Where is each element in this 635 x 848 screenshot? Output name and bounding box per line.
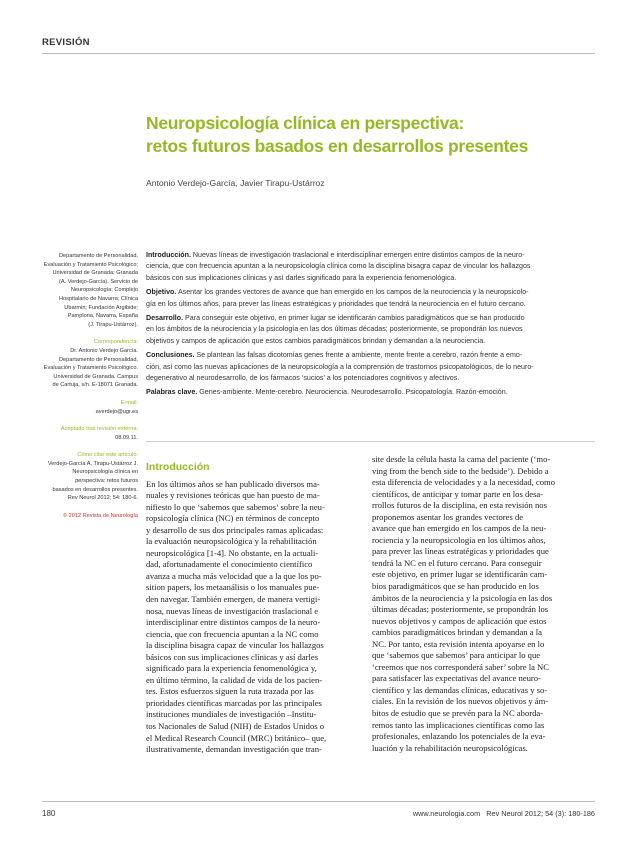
citation-line: basados en desarrollos presentes. bbox=[52, 486, 138, 493]
desarrollo-text: Para conseguir este objetivo, en primer lugar se identificarán cambios paradigmáticos que se han producido bbox=[185, 314, 525, 323]
body-column-left bbox=[146, 462, 363, 756]
body-column-right bbox=[372, 454, 594, 754]
accepted bbox=[40, 425, 138, 442]
objetivo-line bbox=[146, 299, 595, 310]
accepted-date: 08.09.11. bbox=[115, 434, 138, 441]
title-line-1: Neuropsicología clínica en perspectiva: bbox=[146, 113, 464, 133]
body-line: den navegar. También emergen, de manera vertigi- bbox=[146, 594, 321, 605]
body-line: tes. Estos esfuerzos siguen la ruta trazada por las bbox=[146, 686, 314, 697]
affiliation-line: (A. Verdejo-García). Servicio de bbox=[59, 278, 138, 285]
objetivo-text: Asentar los grandes vectores de avance que han emergido en los campos de la neurociencia y la neuropsicolo- bbox=[177, 288, 529, 297]
body-line: y desarrollo de sus dos principales ramas aplicadas: bbox=[146, 524, 324, 535]
citation-line: perspectiva: retos futuros bbox=[75, 478, 138, 485]
body-line: bios paradigmáticos que se han producido en los bbox=[372, 581, 539, 592]
body-line: site desde la célula hasta la cama del paciente (‘mo- bbox=[372, 454, 551, 464]
citation bbox=[40, 451, 138, 503]
affiliation-line: Departamento de Personalidad, bbox=[59, 253, 138, 259]
email-address[interactable]: averdejo@ugr.es bbox=[95, 408, 138, 415]
body-line: instituciones mundiales de investigación –Institu- bbox=[146, 709, 317, 720]
body-line: ámbitos de la neurociencia y la psicología en las dos bbox=[372, 592, 553, 603]
abstract-intro bbox=[146, 250, 595, 284]
body-line: que ‘sabemos que sabemos’ para anticipar lo que bbox=[372, 650, 541, 661]
correspondence-line: Departamento de Personalidad, bbox=[59, 356, 138, 363]
body-line: profesionales, enlazando los potenciales de la eva- bbox=[372, 731, 546, 742]
body-line: interdisciplinar entre distintos campos de la neuro- bbox=[146, 617, 321, 628]
body-line: bitos de estudio que se prevén para la NC aborda- bbox=[372, 708, 544, 719]
body-line: nosa, nuevas líneas de investigación traslacional e bbox=[146, 605, 319, 616]
body-line: proponemos asentar los grandes vectores de bbox=[372, 511, 524, 522]
keywords-text: Genes-ambiente. Mente-cerebro. Neurociencia. Neurodesarrollo. Psicopatología. Razón-emoción. bbox=[199, 388, 508, 397]
body-line: nuevos objetivos y campos de aplicación que estos bbox=[372, 615, 547, 626]
affiliation-line: Pamplona, Navarra, España bbox=[67, 313, 138, 320]
body-line: tendrá la NC en el futuro cercano. Para conseguir bbox=[372, 557, 542, 568]
body-line: cambios paradigmáticos brindan y demandan a la bbox=[372, 627, 542, 638]
body-line: para satisfacer las expectativas del avance neuro- bbox=[372, 673, 541, 684]
copyright bbox=[40, 512, 138, 521]
page-number: 180 bbox=[42, 809, 56, 818]
intro-text: ciencia, que con frecuencia apuntan a la neuropsicología clínica como la disciplina bisagra capaz de vincular los hallazgos bbox=[146, 262, 531, 271]
body-line: nifiesto lo que ‘sabemos que sabemos’ sobre la neu- bbox=[146, 501, 325, 512]
abstract-rule bbox=[146, 441, 595, 442]
accepted-heading: Aceptado tras revisión externa: bbox=[60, 426, 138, 433]
objetivo-line bbox=[146, 287, 595, 298]
correspondence-line: Dr. Antonio Verdejo García. bbox=[70, 347, 138, 354]
body-line: en último término, la calidad de vida de los pacien- bbox=[146, 674, 323, 685]
objetivo-text: gía en los últimos años, para prever las líneas estratégicas y prioridades que tendrá la neurociencia en el futuro cercano. bbox=[146, 299, 526, 308]
body-line: para prever las líneas estratégicas y prioridades que bbox=[372, 546, 549, 557]
abstract-desarrollo bbox=[146, 313, 595, 347]
keywords-label: Palabras clave. bbox=[146, 388, 198, 397]
copyright-text: © 2012 Revista de Neurología bbox=[62, 512, 138, 519]
conclusiones-line bbox=[146, 373, 595, 384]
intro-label: Introducción. bbox=[146, 251, 191, 259]
body-line: neuropsicológica [1-4]. No obstante, en la actuali- bbox=[146, 547, 319, 558]
conclusiones-label: Conclusiones. bbox=[146, 351, 195, 360]
body-line: ciales. En la revisión de los nuevos objetivos y ám- bbox=[372, 696, 549, 707]
citation-heading: Cómo citar este artículo: bbox=[77, 452, 138, 459]
body-line: rrollos futuros de la disciplina, en esta revisión nos bbox=[372, 500, 547, 511]
section-heading: Introducción bbox=[146, 461, 210, 473]
correspondence-heading: Correspondencia: bbox=[93, 339, 138, 346]
affiliation-line: Universidad de Granada; Granada bbox=[52, 270, 138, 277]
email-heading: E-mail: bbox=[120, 399, 138, 406]
body-line: científicos, de anticipar y tomar parte en los desa- bbox=[372, 488, 544, 499]
correspondence bbox=[40, 338, 138, 390]
abstract-conclusiones bbox=[146, 350, 595, 384]
affiliation-line: Ubarmin; Fundación Argibide; bbox=[64, 304, 138, 311]
intro-line bbox=[146, 273, 595, 284]
body-line: básicos con sus implicaciones clínicas y así darles bbox=[146, 651, 319, 662]
body-line: significado para la experiencia fenomenológica y, bbox=[146, 663, 317, 674]
intro-line bbox=[146, 250, 595, 261]
abstract-objetivo bbox=[146, 287, 595, 310]
affiliation-line: Hospitalario de Navarra; Clínica bbox=[59, 295, 138, 302]
correspondence-line: Evaluación y Tratamiento Psicológico. bbox=[43, 365, 138, 372]
conclusiones-text: degenerativo al neurodesarrollo, de los fármacos ‘sucios’ a los potenciadores cognitivos y afectivos. bbox=[146, 374, 460, 383]
citation-line: Verdejo-García A, Tirapu-Ustárroz J. bbox=[47, 460, 138, 467]
body-line: remos tanto las implicaciones científicas como las bbox=[372, 719, 545, 730]
body-line: luación y la rehabilitación neuropsicológicas. bbox=[372, 742, 528, 753]
body-line: este objetivo, en primer lugar se identificarán cam- bbox=[372, 569, 548, 580]
title-line-2: retos futuros basados en desarrollos presentes bbox=[146, 136, 529, 156]
body-line: esta diferencia de velocidades y a la necesidad, como bbox=[372, 477, 556, 488]
body-line: tos Nacionales de Salud (NIH) de Estados Unidos o bbox=[146, 721, 325, 732]
body-line: ‘creemos que nos corresponderá saber’ sobre la NC bbox=[372, 661, 549, 672]
body-line: rociencia y la neuropsicología en los últimos años, bbox=[372, 534, 546, 545]
section-label: REVISIÓN bbox=[42, 37, 90, 48]
desarrollo-line bbox=[146, 336, 595, 347]
body-line: dad, afortunadamente el conocimiento científico bbox=[146, 559, 313, 570]
article-title bbox=[146, 112, 586, 158]
footer-journal: Rev Neurol 2012; 54 (3): 180-186 bbox=[486, 809, 595, 818]
conclusiones-text: ción, así como las nuevas aplicaciones de la neuropsicología a la comprensión de trastornos psicopatológicos, de lo neuro- bbox=[146, 362, 534, 371]
desarrollo-line bbox=[146, 324, 595, 335]
body-line: ilustrativamente, demandan investigación que tran- bbox=[146, 744, 322, 755]
body-line: la evaluación neuropsicológica y la rehabilitación bbox=[146, 536, 317, 547]
desarrollo-label: Desarrollo. bbox=[146, 314, 184, 323]
body-line: la disciplina bisagra capaz de vincular los hallazgos bbox=[146, 640, 324, 651]
authors: Antonio Verdejo-García, Javier Tirapu-Ustárroz bbox=[146, 178, 325, 188]
body-line: ropsicología clínica (NC) en términos de concepto bbox=[146, 513, 320, 524]
conclusiones-text: Se plantean las falsas dicotomías genes frente a ambiente, mente frente a cerebro, razón frente a emo- bbox=[196, 351, 523, 360]
body-line: ciencia, que con frecuencia apuntan a la NC como bbox=[146, 628, 319, 639]
intro-line bbox=[146, 261, 595, 272]
affiliation-line: (J. Tirapu-Ustárroz). bbox=[88, 321, 138, 328]
intro-text: básicos con sus implicaciones clínicas y así darles significado para la experiencia fenomenológica. bbox=[146, 273, 457, 282]
affiliation-line: Evaluación y Tratamiento Psicológico; bbox=[43, 261, 138, 268]
body-line: prioridades científicas marcadas por las principales bbox=[146, 697, 322, 708]
affiliation bbox=[40, 252, 138, 329]
body-line: nuales y revisiones teóricas que han puesto de ma- bbox=[146, 490, 320, 501]
body-line: En los últimos años se han publicado diversos ma- bbox=[146, 478, 320, 489]
footer-info bbox=[413, 809, 595, 818]
footer-rule bbox=[42, 801, 595, 802]
body-line: el Medical Research Council (MRC) británico– que, bbox=[146, 732, 327, 743]
correspondence-line: Universidad de Granada. Campus bbox=[53, 373, 138, 380]
body-line: últimas décadas; posteriormente, se propondrán los bbox=[372, 604, 549, 615]
body-line: avance que han emergido en los campos de la neu- bbox=[372, 523, 547, 534]
intro-text: Nuevas líneas de investigación traslacional e interdisciplinar emergen entre distintos campos de la neuro- bbox=[192, 251, 525, 259]
objetivo-label: Objetivo. bbox=[146, 288, 177, 297]
footer-site[interactable]: www.neurologia.com bbox=[412, 809, 481, 818]
desarrollo-line bbox=[146, 313, 595, 324]
body-line: ving from the bench side to the bedside’). Debido a bbox=[372, 465, 549, 476]
body-line: avanza a mucha más velocidad que a la que los po- bbox=[146, 570, 322, 581]
desarrollo-text: objetivos y campos de aplicación que estos cambios paradigmáticos brindan y demandan a la neurociencia. bbox=[146, 336, 486, 345]
body-line: científico y las demandas clínicas, educativas y so- bbox=[372, 684, 548, 695]
correspondence-line: de Cartuja, s/n. E-18071 Granada. bbox=[52, 382, 138, 389]
email bbox=[40, 399, 138, 416]
abstract bbox=[146, 250, 595, 402]
desarrollo-text: en los ámbitos de la neurociencia y la psicología en las dos últimas décadas; posteriormente, se propondrán los nuevos bbox=[146, 325, 523, 334]
citation-line: Rev Neurol 2012; 54: 180-6. bbox=[67, 495, 138, 502]
conclusiones-line bbox=[146, 362, 595, 373]
abstract-keywords bbox=[146, 387, 595, 398]
sidebar bbox=[40, 252, 138, 529]
conclusiones-line bbox=[146, 350, 595, 361]
header-rule bbox=[42, 53, 595, 54]
body-line: sition papers, los metaanálisis o los manuales pue- bbox=[146, 582, 320, 593]
body-line: NC. Por tanto, esta revisión intenta apoyarse en lo bbox=[372, 638, 545, 649]
affiliation-line: Neuropsicología; Complejo bbox=[70, 287, 138, 294]
citation-line: Neuropsicología clínica en bbox=[72, 469, 138, 476]
